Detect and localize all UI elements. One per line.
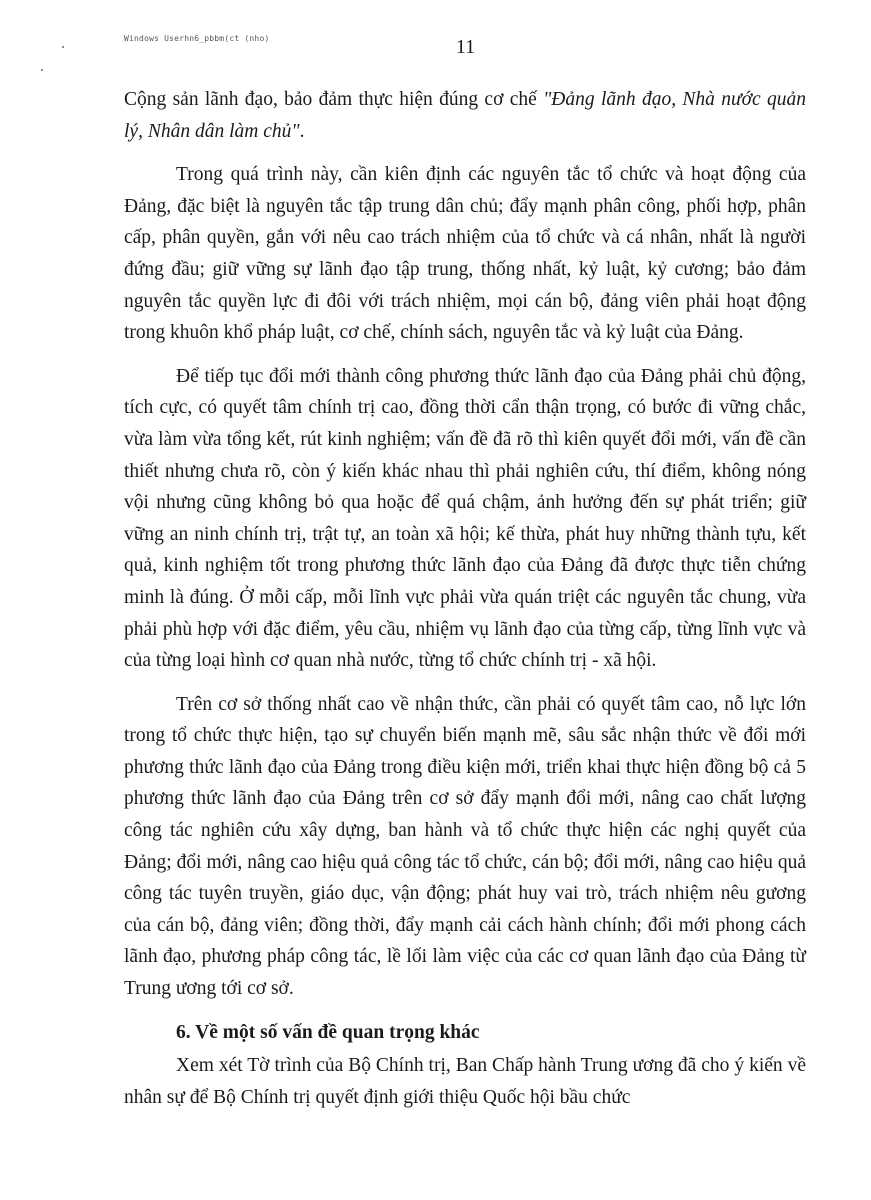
paragraph-implementation: Trên cơ sở thống nhất cao về nhận thức, cần phải có quyết tâm cao, nỗ lực lớn trong tổ chức thực hiện, tạo sự chuyển biến mạnh mẽ, sâu sắc nhận thức về đổi mới phương thức lãnh đạo của Đảng trong điều kiện mới, triển khai thực hiện đồng bộ cả 5 phương thức lãnh đạo của Đảng trên cơ sở đẩy mạnh đổi mới, nâng cao chất lượng công tác nghiên cứu xây dựng, ban hành và tổ chức thực hiện các nghị quyết của Đảng; đổi mới, nâng cao hiệu quả công tác tổ chức, cán bộ; đổi mới, nâng cao hiệu quả công tác tuyên truyền, giáo dục, vận động; phát huy vai trò, trách nhiệm nêu gương của cán bộ, đảng viên; đồng thời, đẩy mạnh cải cách hành chính; đổi mới phong cách lãnh đạo, phương pháp công tác, lề lối làm việc của các cơ quan lãnh đạo của Đảng từ Trung ương tới cơ sở. xyxy=(124,693,806,1000)
scan-header-label: Windows Userhn6_pbbm(ct (nho) xyxy=(124,34,270,43)
paragraph-continuation xyxy=(124,84,806,147)
section-heading: 6. Về một số vấn đề quan trọng khác xyxy=(176,1021,480,1043)
quoted-mechanism: "Đảng lãnh đạo, Nhà nước quản lý, Nhân dân làm chủ" xyxy=(124,89,806,142)
document-body xyxy=(124,84,806,1125)
paragraph-personnel: Xem xét Tờ trình của Bộ Chính trị, Ban Chấp hành Trung ương đã cho ý kiến về nhân sự để Bộ Chính trị quyết định giới thiệu Quốc hội bầu chức xyxy=(124,1055,806,1108)
scan-speck xyxy=(41,69,43,71)
paragraph-end: . xyxy=(299,120,305,142)
paragraph-text: Cộng sản lãnh đạo, bảo đảm thực hiện đúng cơ chế xyxy=(124,89,544,110)
page-number: 11 xyxy=(455,36,476,58)
paragraph-innovation: Để tiếp tục đổi mới thành công phương thức lãnh đạo của Đảng phải chủ động, tích cực, có quyết tâm chính trị cao, đồng thời cẩn thận trọng, có bước đi vững chắc, vừa làm vừa tổng kết, rút kinh nghiệm; vấn đề đã rõ thì kiên quyết đổi mới, vấn đề cần thiết nhưng chưa rõ, còn ý kiến khác nhau thì phải nghiên cứu, thí điểm, không nóng vội nhưng cũng không bỏ qua hoặc để quá chậm, ảnh hưởng đến sự phát triển; giữ vững an ninh chính trị, trật tự, an toàn xã hội; kế thừa, phát huy những thành tựu, kết quả, kinh nghiệm tốt trong phương thức lãnh đạo của Đảng đã được thực tiễn chứng minh là đúng. Ở mỗi cấp, mỗi lĩnh vực phải vừa quán triệt các nguyên tắc chung, vừa phải phù hợp với đặc điểm, yêu cầu, nhiệm vụ lãnh đạo của từng cấp, từng lĩnh vực và của từng loại hình cơ quan nhà nước, từng tổ chức chính trị - xã hội. xyxy=(124,365,806,672)
paragraph-principles: Trong quá trình này, cần kiên định các nguyên tắc tổ chức và hoạt động của Đảng, đặc biệt là nguyên tắc tập trung dân chủ; đẩy mạnh phân công, phối hợp, phân cấp, phân quyền, gắn với nêu cao trách nhiệm của tổ chức và cá nhân, nhất là người đứng đầu; giữ vững sự lãnh đạo tập trung, thống nhất, kỷ luật, kỷ cương; bảo đảm nguyên tắc quyền lực đi đôi với trách nhiệm, mọi cán bộ, đảng viên phải hoạt động trong khuôn khổ pháp luật, cơ chế, chính sách, nguyên tắc và kỷ luật của Đảng. xyxy=(124,164,806,344)
